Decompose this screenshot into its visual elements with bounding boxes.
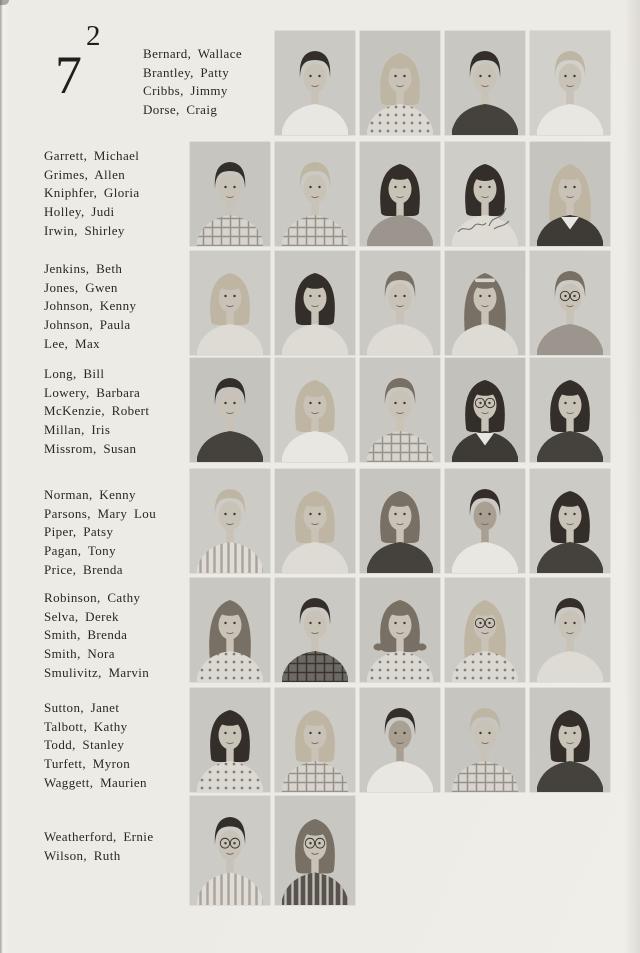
student-name: Weatherford, Ernie <box>44 829 154 844</box>
portrait-photo <box>445 688 525 792</box>
student-name: Holley, Judi <box>44 204 115 220</box>
student-name: Waggett, Maurien <box>44 774 147 790</box>
portrait-photo <box>530 31 610 135</box>
portrait-photo <box>275 251 355 355</box>
portrait-photo <box>360 31 440 135</box>
student-name: Talbott, Kathy <box>44 718 128 734</box>
portrait-photo <box>445 358 525 462</box>
student-name: Johnson, Paula <box>44 317 131 333</box>
student-name: Jenkins, Beth <box>44 261 123 276</box>
student-name: Lowery, Barbara <box>44 384 141 400</box>
portrait-photo <box>445 31 525 135</box>
portrait-photo <box>190 578 270 682</box>
portrait-photo <box>445 578 525 682</box>
portrait-photo <box>360 688 440 792</box>
portrait-photo <box>530 688 610 792</box>
portrait-photo <box>190 251 270 355</box>
page-right-edge-shadow <box>624 0 640 953</box>
portrait-photo <box>275 578 355 682</box>
portrait-photo <box>530 358 610 462</box>
portrait-photo <box>360 469 440 573</box>
page-left-edge <box>0 0 3 953</box>
portrait-photo <box>275 142 355 246</box>
student-name: Garrett, Michael <box>44 148 140 163</box>
student-name: Missrom, Susan <box>44 440 137 456</box>
student-name: Robinson, Cathy <box>44 590 141 605</box>
name-group <box>44 486 156 580</box>
student-name: Grimes, Allen <box>44 166 126 182</box>
student-name: Brantley, Patty <box>143 64 230 80</box>
student-name: Irwin, Shirley <box>44 222 125 238</box>
portrait-photo <box>530 251 610 355</box>
student-name: Cribbs, Jimmy <box>143 83 228 99</box>
name-group <box>44 828 154 865</box>
student-name: Pagan, Tony <box>44 543 116 559</box>
student-name: Turfett, Myron <box>44 756 131 772</box>
student-name: Johnson, Kenny <box>44 298 137 314</box>
student-name: Dorse, Craig <box>143 102 218 118</box>
portrait-photo <box>275 31 355 135</box>
student-name: Smith, Brenda <box>44 627 128 643</box>
student-name: McKenzie, Robert <box>44 403 150 419</box>
portrait-photo <box>275 688 355 792</box>
portrait-photo <box>360 358 440 462</box>
portrait-photo <box>445 142 525 246</box>
student-name: Millan, Iris <box>44 422 111 438</box>
portrait-photo <box>190 142 270 246</box>
student-name: Piper, Patsy <box>44 524 114 540</box>
student-name: Smith, Nora <box>44 646 115 662</box>
student-name: Kniphfer, Gloria <box>44 185 140 201</box>
portrait-photo <box>360 251 440 355</box>
page-number-superscript: 2 <box>86 20 101 52</box>
portrait-photo <box>530 469 610 573</box>
student-name: Norman, Kenny <box>44 487 136 502</box>
name-group <box>44 589 149 683</box>
student-name: Wilson, Ruth <box>44 847 121 863</box>
student-name: Bernard, Wallace <box>143 46 243 61</box>
portrait-photo <box>445 469 525 573</box>
student-name: Price, Brenda <box>44 561 123 577</box>
student-name: Parsons, Mary Lou <box>44 505 157 521</box>
portrait-photo <box>275 358 355 462</box>
portrait-photo <box>190 796 270 905</box>
portrait-photo <box>275 469 355 573</box>
student-name: Long, Bill <box>44 366 105 381</box>
name-group <box>143 45 242 120</box>
name-group <box>44 699 147 793</box>
portrait-photo <box>190 358 270 462</box>
name-group <box>44 260 136 354</box>
portrait-photo <box>360 142 440 246</box>
portrait-photo <box>190 469 270 573</box>
student-name: Jones, Gwen <box>44 279 118 295</box>
student-name: Sutton, Janet <box>44 700 120 715</box>
student-name: Selva, Derek <box>44 608 119 624</box>
portrait-photo <box>360 578 440 682</box>
portrait-photo <box>530 578 610 682</box>
student-name: Todd, Stanley <box>44 737 125 753</box>
student-name: Lee, Max <box>44 335 101 351</box>
portrait-photo <box>530 142 610 246</box>
name-group <box>44 147 140 241</box>
portrait-photo <box>275 796 355 905</box>
page-number-main: 7 <box>55 45 82 105</box>
name-group <box>44 365 149 459</box>
portrait-photo <box>445 251 525 355</box>
student-name: Smulivitz, Marvin <box>44 664 150 680</box>
portrait-photo <box>190 688 270 792</box>
